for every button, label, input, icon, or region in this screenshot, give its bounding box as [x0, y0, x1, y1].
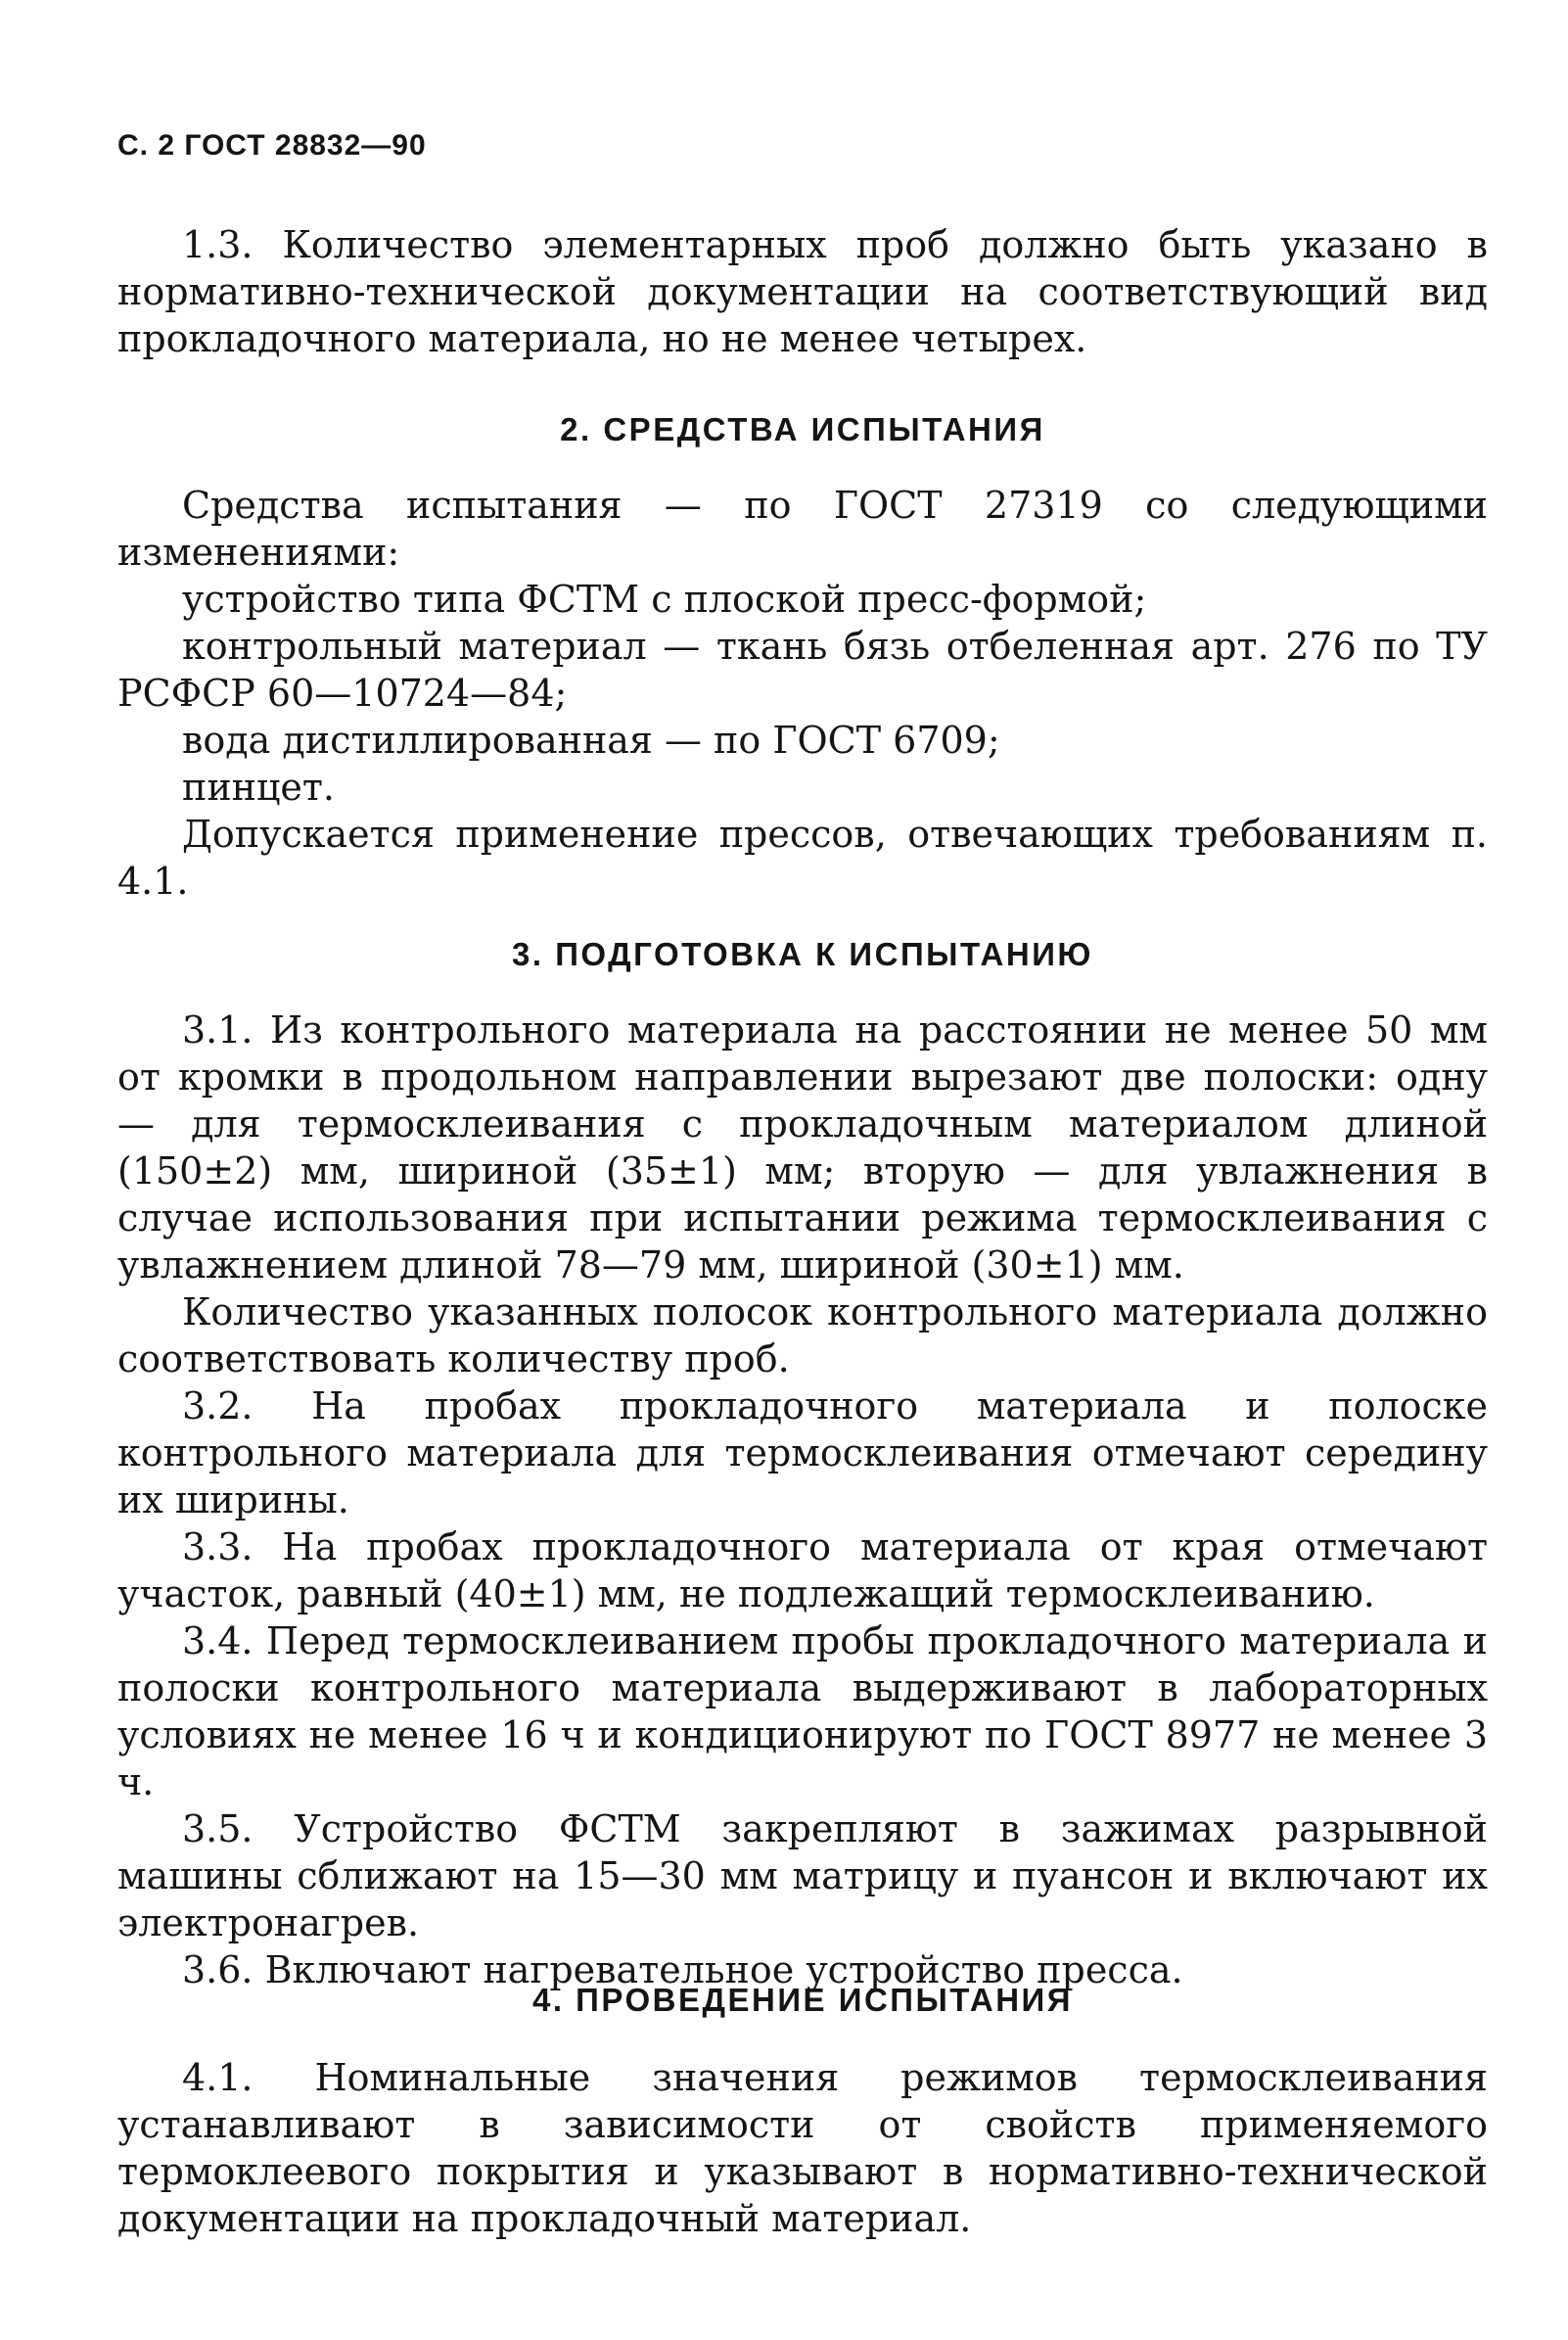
section-4-body [117, 2054, 1488, 2242]
paragraph-3-2: 3.2. На пробах прокладочного материала и полоске контрольного материала для термосклеивания отмечают середину их ширины. [117, 1384, 1488, 1521]
equipment-item-3: вода дистиллированная — по ГОСТ 6709; [182, 719, 1000, 762]
paragraph-3-1: 3.1. Из контрольного материала на расстоянии не менее 50 мм от кромки в продольном направлении вырезают две полоски: одну — для термосклеивания с прокладочным материалом длиной (150±2) мм, шириной (35±1) мм; вторую — для увлажнения в случае использования при испытании режима термосклеивания с увлажнением длиной 78—79 мм, шириной (30±1) мм. [117, 1008, 1488, 1287]
section-2-title: 2. СРЕДСТВА ИСПЫТАНИЯ [560, 411, 1045, 447]
section-2-intro: Средства испытания — по ГОСТ 27319 со следующими изменениями: [117, 484, 1488, 574]
clause-1-3 [117, 221, 1488, 362]
section-4-title: 4. ПРОВЕДЕНИЕ ИСПЫТАНИЯ [531, 1982, 1073, 2018]
section-3-title: 3. ПОДГОТОВКА К ИСПЫТАНИЮ [512, 936, 1093, 972]
section-4 [117, 1982, 1488, 2019]
page-header: С. 2 ГОСТ 28832—90 [117, 129, 427, 162]
section-3-body [117, 1006, 1488, 1993]
paragraph-3-4: 3.4. Перед термосклеиванием пробы прокладочного материала и полоски контрольного материала выдерживают в лабораторных условиях не менее 16 ч и кондиционируют по ГОСТ 8977 не менее 3 ч. [117, 1619, 1488, 1803]
section-3 [117, 936, 1488, 973]
paragraph-1-3: 1.3. Количество элементарных проб должно быть указано в нормативно-технической документации на соответствующий вид прокладочного материала, но не менее четырех. [117, 223, 1488, 360]
section-2 [117, 411, 1488, 448]
section-2-note: Допускается применение прессов, отвечающих требованиям п. 4.1. [117, 813, 1488, 903]
paragraph-3-5: 3.5. Устройство ФСТМ закрепляют в зажимах разрывной машины сближают на 15—30 мм матрицу и пуансон и включают их электронагрев. [117, 1807, 1488, 1944]
paragraph-3-3: 3.3. На пробах прокладочного материала от края отмечают участок, равный (40±1) мм, не подлежащий термосклеиванию. [117, 1525, 1488, 1615]
equipment-item-1: устройство типа ФСТМ с плоской пресс-формой; [182, 578, 1147, 621]
paragraph-3-1-note: Количество указанных полосок контрольного материала должно соответствовать количеству проб. [117, 1290, 1488, 1381]
equipment-item-2: контрольный материал — ткань бязь отбеленная арт. 276 по ТУ РСФСР 60—10724—84; [117, 625, 1488, 715]
section-2-body [117, 482, 1488, 905]
paragraph-3-6: 3.6. Включают нагревательное устройство пресса. [182, 1948, 1183, 1991]
paragraph-4-1: 4.1. Номинальные значения режимов термосклеивания устанавливают в зависимости от свойств применяемого термоклеевого покрытия и указывают в нормативно-технической документации на прокладочный материал. [117, 2056, 1488, 2240]
equipment-item-4: пинцет. [182, 766, 336, 809]
